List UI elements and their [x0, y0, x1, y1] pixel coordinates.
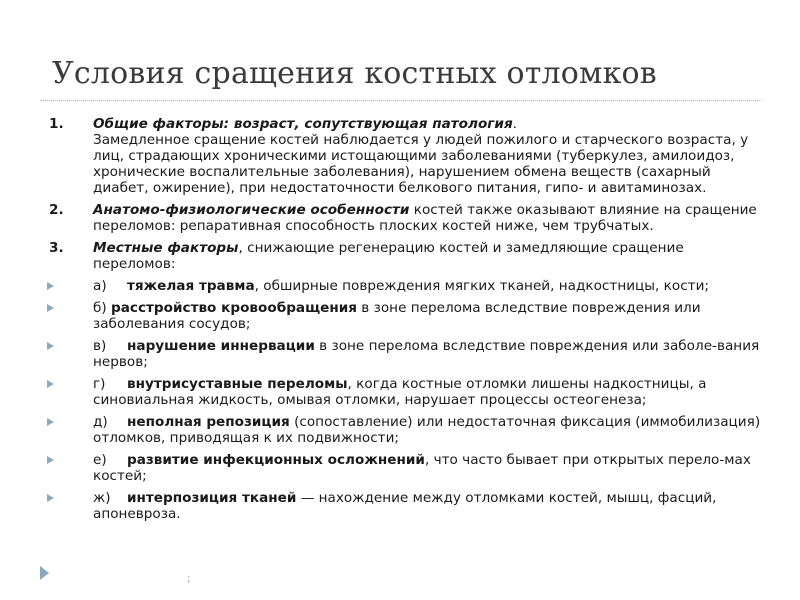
bullet-arrow-icon [45, 376, 59, 392]
sub-item-bold: нарушение иннервации [127, 338, 315, 354]
numbered-item-2 [45, 202, 765, 234]
bullet-arrow-icon [45, 414, 59, 430]
sub-item-text: — нахождение между отломками костей, мышц, фасций, апоневроза. [93, 490, 717, 522]
bullet-arrow-icon [45, 338, 59, 354]
sub-item-bold: развитие инфекционных осложнений [127, 452, 425, 468]
sub-item-text: , когда костные отломки лишены надкостницы, а синовиальная жидкость, омывая отломки, нарушает процессы остеогенеза; [93, 376, 707, 408]
sub-item-text: в зоне перелома вследствие повреждения или заболе-вания нервов; [93, 338, 760, 370]
item-lead-end: . [512, 116, 517, 132]
item-number: 2. [49, 202, 64, 218]
sub-item-letter: г) [93, 376, 106, 392]
bullet-arrow-icon [45, 490, 59, 506]
item-lead: Местные факторы [93, 240, 239, 256]
bullet-arrow-icon [45, 300, 59, 316]
sub-item-letter: б) [93, 300, 107, 316]
bullet-arrow-icon [45, 278, 59, 294]
slide-title: Условия сращения костных отломков [52, 56, 657, 91]
sub-item-letter: д) [93, 414, 108, 430]
sub-item-v [45, 338, 765, 370]
sub-item-bold: неполная репозиция [127, 414, 290, 430]
item-text: , снижающие регенерацию костей и замедляющие сращение переломов: [93, 240, 684, 272]
sub-item-b [45, 300, 765, 332]
sub-item-letter: ж) [93, 490, 111, 506]
sub-item-letter: в) [93, 338, 107, 354]
slide-content [45, 116, 765, 528]
sub-item-bold: внутрисуставные переломы [127, 376, 348, 392]
numbered-item-1 [45, 116, 765, 196]
item-text: костей также оказывают влияние на сращение переломов: репаративная способность плоских костей ниже, чем трубчатых. [93, 202, 757, 234]
slide-corner-arrow-icon [40, 566, 52, 582]
sub-item-bold: интерпозиция тканей [127, 490, 297, 506]
sub-item-g [45, 376, 765, 408]
sub-item-text: , что часто бывает при открытых перело-мах костей; [93, 452, 751, 484]
sub-item-text: (сопоставление) или недостаточная фиксация (иммобилизация) отломков, приводящая к их подвижности; [93, 414, 761, 446]
sub-item-text: в зоне перелома вследствие повреждения или заболевания сосудов; [93, 300, 701, 332]
stray-mark: ; [187, 572, 191, 585]
sub-item-letter: а) [93, 278, 107, 294]
item-text: Замедленное сращение костей наблюдается у людей пожилого и старческого возраста, у лиц, страдающих хроническими истощающими заболеваниями (туберкулез, амилоидоз, хронические воспалительные заболевания), нарушением обмена веществ (сахарный диабет, ожирение), при недостаточности белкового питания, гипо- и авитаминозах. [93, 132, 749, 196]
sub-item-e [45, 452, 765, 484]
sub-item-text: , обширные повреждения мягких тканей, надкостницы, кости; [254, 278, 710, 294]
item-lead: Общие факторы: возраст, сопутствующая патология [93, 116, 513, 132]
item-number: 1. [49, 116, 64, 132]
item-lead: Анатомо-физиологические особенности [93, 202, 410, 218]
sub-item-d [45, 414, 765, 446]
sub-item-bold: тяжелая травма [127, 278, 255, 294]
title-divider [40, 100, 762, 101]
numbered-item-3 [45, 240, 765, 272]
bullet-arrow-icon [45, 452, 59, 468]
item-number: 3. [49, 240, 64, 256]
sub-item-bold: расстройство кровообращения [111, 300, 357, 316]
sub-item-zh [45, 490, 765, 522]
sub-item-letter: е) [93, 452, 107, 468]
sub-item-a [45, 278, 765, 294]
